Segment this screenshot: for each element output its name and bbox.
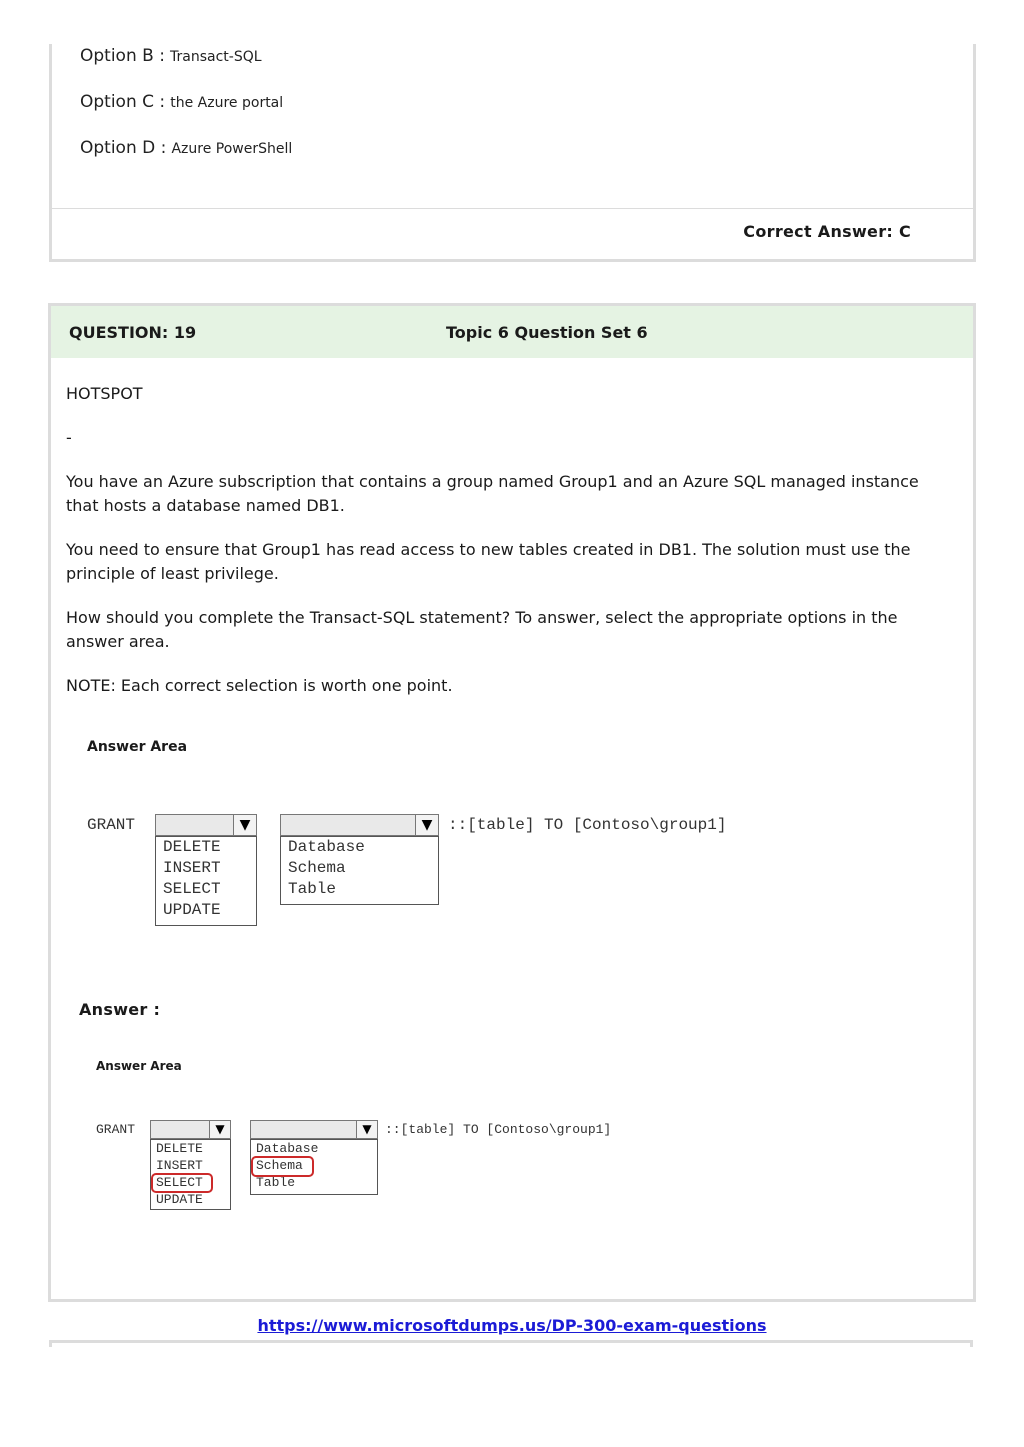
scope-option-schema-selected: Schema <box>256 1158 303 1173</box>
question-dash: - <box>66 428 72 447</box>
grant-keyword-solution: GRANT <box>96 1122 136 1137</box>
option-b: Option B : Transact-SQL <box>80 46 262 66</box>
question-card <box>48 303 976 1302</box>
selection-highlight-schema <box>251 1156 314 1177</box>
correct-answer: Correct Answer: C <box>743 222 911 241</box>
chevron-down-icon: ▼ <box>356 1121 377 1138</box>
question-paragraph-2: You need to ensure that Group1 has read access to new tables created in DB1. The solution must use the principle of least privilege. <box>66 540 911 583</box>
chevron-down-icon: ▼ <box>209 1121 230 1138</box>
question-paragraph-1: You have an Azure subscription that contains a group named Group1 and an Azure SQL managed instance that hosts a database named DB1. <box>66 472 919 515</box>
selection-highlight-select <box>151 1173 213 1193</box>
scope-dropdown[interactable] <box>280 814 439 836</box>
grant-keyword: GRANT <box>87 816 136 834</box>
bottom-divider-right <box>970 1340 973 1347</box>
statement-tail: ::[table] TO [Contoso\group1] <box>448 816 727 834</box>
permission-options <box>155 836 257 926</box>
question-header <box>51 306 973 358</box>
question-note: NOTE: Each correct selection is worth one point. <box>66 676 453 695</box>
scope-dropdown-solution <box>250 1120 378 1139</box>
previous-question-card <box>49 44 976 262</box>
statement-tail-solution: ::[table] TO [Contoso\group1] <box>385 1122 612 1137</box>
answer-label: Answer : <box>79 1000 161 1019</box>
permission-option-update[interactable]: UPDATE <box>163 901 221 919</box>
scope-option-database: Database <box>256 1141 319 1156</box>
scope-option-schema[interactable]: Schema <box>288 859 346 877</box>
permission-option-delete[interactable]: DELETE <box>163 838 221 856</box>
chevron-down-icon: ▼ <box>233 815 256 835</box>
scope-option-table: Table <box>256 1175 296 1190</box>
bottom-divider-left <box>49 1340 52 1347</box>
bottom-divider <box>49 1340 973 1343</box>
footer-link[interactable]: https://www.microsoftdumps.us/DP-300-exam-questions <box>257 1316 767 1335</box>
question-number: QUESTION: 19 <box>69 323 197 342</box>
permission-option-select[interactable]: SELECT <box>163 880 221 898</box>
permission-dropdown-solution <box>150 1120 231 1139</box>
answer-area-title-solution: Answer Area <box>96 1059 182 1073</box>
question-type: HOTSPOT <box>66 384 143 403</box>
permission-option-insert[interactable]: INSERT <box>163 859 221 877</box>
answer-area-title: Answer Area <box>87 739 188 755</box>
permission-dropdown[interactable] <box>155 814 257 836</box>
scope-option-table[interactable]: Table <box>288 880 337 898</box>
option-d: Option D : Azure PowerShell <box>80 138 293 158</box>
scope-option-database[interactable]: Database <box>288 838 365 856</box>
scope-options <box>280 836 439 905</box>
permission-option-insert: INSERT <box>156 1158 203 1173</box>
question-paragraph-3: How should you complete the Transact-SQL statement? To answer, select the appropriate options in the answer area. <box>66 608 898 651</box>
permission-option-select-selected: SELECT <box>156 1175 203 1190</box>
divider <box>52 208 973 209</box>
option-c: Option C : the Azure portal <box>80 92 284 112</box>
question-topic: Topic 6 Question Set 6 <box>446 323 648 342</box>
chevron-down-icon: ▼ <box>415 815 438 835</box>
permission-option-delete: DELETE <box>156 1141 203 1156</box>
permission-option-update: UPDATE <box>156 1192 203 1207</box>
